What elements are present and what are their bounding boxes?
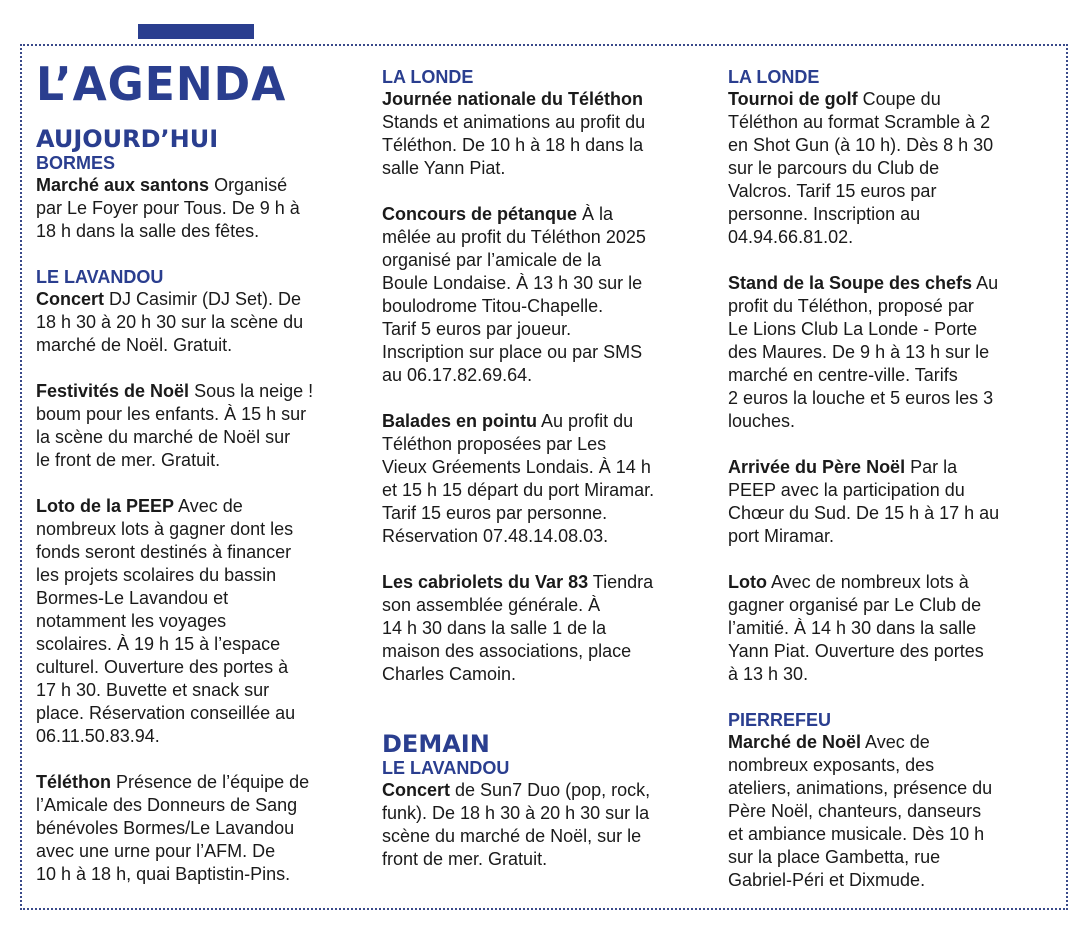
- agenda-entry: [728, 456, 1058, 548]
- town-heading: LA LONDE: [382, 67, 474, 87]
- entry-text: Avec de nombreux lots à gagner organisé par Le Club de l’amitié. À 14 h 30 dans la salle Yann Piat. Ouverture des portes à 13 h 30.: [728, 572, 984, 684]
- entry-title: Journée nationale du Téléthon: [382, 89, 644, 109]
- header-accent-bar: [138, 24, 254, 39]
- agenda-column-1: [36, 57, 366, 909]
- column-2-blocks: [382, 66, 712, 686]
- entry-title: Loto: [728, 572, 767, 592]
- agenda-entry: [36, 288, 366, 357]
- entry-title: Arrivée du Père Noël: [728, 457, 906, 477]
- town-heading: BORMES: [36, 153, 116, 173]
- entry-title: Loto de la PEEP: [36, 496, 175, 516]
- section-tomorrow: DEMAIN: [382, 730, 490, 758]
- entry-text: Avec de nombreux exposants, des ateliers, animations, présence du Père Noël, chanteurs, danseurs et ambiance musicale. Dès 10 h sur la place Gambetta, rue Gabriel-Péri et Dixmude.: [728, 732, 993, 890]
- entry-text: Stands et animations au profit du Téléthon. De 10 h à 18 h dans la salle Yann Piat.: [382, 112, 646, 178]
- agenda-entry: [36, 771, 366, 886]
- entry-text: de Sun7 Duo (pop, rock, funk). De 18 h 30 à 20 h 30 sur la scène du marché de Noël, sur le front de mer. Gratuit.: [382, 780, 651, 869]
- entry-title: Marché aux santons: [36, 175, 210, 195]
- entry-title: Les cabriolets du Var 83: [382, 572, 589, 592]
- agenda-entry: [728, 272, 1058, 433]
- town-heading: LE LAVANDOU: [382, 758, 510, 778]
- agenda-column-3: [728, 66, 1058, 915]
- entry-title: Concert: [382, 780, 451, 800]
- entry-text: À la mêlée au profit du Téléthon 2025 organisé par l’amicale de la Boule Londaise. À 13 h 30 sur le boulodrome Titou-Chapelle. Tarif 5 euros par joueur. Inscription sur place ou par SMS au 06.17.82.69.64.: [382, 204, 646, 385]
- agenda-entry: [382, 203, 712, 387]
- entry-text: Coupe du Téléthon au format Scramble à 2 en Shot Gun (à 10 h). Dès 8 h 30 sur le parcours du Club de Valcros. Tarif 15 euros par personne. Inscription au 04.94.66.81.02.: [728, 89, 994, 247]
- column-3-blocks: [728, 66, 1058, 892]
- entry-text: Tiendra son assemblée générale. À 14 h 30 dans la salle 1 de la maison des associations, place Charles Camoin.: [382, 572, 654, 684]
- town-heading: PIERREFEU: [728, 710, 832, 730]
- agenda-column-2: [382, 66, 712, 894]
- town-heading: LA LONDE: [728, 67, 820, 87]
- entry-text: Organisé par Le Foyer pour Tous. De 9 h à 18 h dans la salle des fêtes.: [36, 175, 300, 241]
- entry-title: Téléthon: [36, 772, 111, 792]
- entry-text: Par la PEEP avec la participation du Chœur du Sud. De 15 h à 17 h au port Miramar.: [728, 457, 1000, 546]
- entry-text: DJ Casimir (DJ Set). De 18 h 30 à 20 h 30 sur la scène du marché de Noël. Gratuit.: [36, 289, 304, 355]
- entry-title: Tournoi de golf: [728, 89, 858, 109]
- agenda-entry: [382, 410, 712, 548]
- column-1-blocks: [36, 152, 366, 886]
- entry-text: Avec de nombreux lots à gagner dont les fonds seront destinés à financer les projets scolaires du bassin Bormes-Le Lavandou et notamment les voyages scolaires. À 19 h 15 à l’espace culturel. Ouverture des portes à 17 h 30. Buvette et snack sur place. Réservation conseillée au 06.11.50.83.94.: [36, 496, 296, 746]
- entry-title: Festivités de Noël: [36, 381, 190, 401]
- entry-title: Concours de pétanque: [382, 204, 578, 224]
- entry-title: Marché de Noël: [728, 732, 862, 752]
- agenda-entry: [382, 88, 712, 180]
- agenda-entry: [36, 380, 366, 472]
- entry-text: Au profit du Téléthon, proposé par Le Lions Club La Londe - Porte des Maures. De 9 h à 13 h sur le marché en centre-ville. Tarifs 2 euros la louche et 5 euros les 3 louches.: [728, 273, 999, 431]
- agenda-entry: [382, 779, 712, 871]
- agenda-entry: [36, 495, 366, 748]
- agenda-entry: [728, 571, 1058, 686]
- agenda-entry: [36, 174, 366, 243]
- masthead-title: L’AGENDA: [36, 57, 287, 112]
- agenda-entry: [728, 731, 1058, 892]
- entry-text: Sous la neige ! boum pour les enfants. À 15 h sur la scène du marché de Noël sur le front de mer. Gratuit.: [36, 381, 314, 470]
- entry-title: Concert: [36, 289, 105, 309]
- entry-title: Balades en pointu: [382, 411, 538, 431]
- town-heading: LE LAVANDOU: [36, 267, 164, 287]
- entry-title: Stand de la Soupe des chefs: [728, 273, 973, 293]
- tomorrow-block: [382, 757, 712, 871]
- section-today: AUJOURD’HUI: [36, 125, 219, 153]
- agenda-entry: [728, 88, 1058, 249]
- agenda-entry: [382, 571, 712, 686]
- entry-text: Présence de l’équipe de l’Amicale des Donneurs de Sang bénévoles Bormes/Le Lavandou avec une urne pour l’AFM. De 10 h à 18 h, quai Baptistin-Pins.: [36, 772, 310, 884]
- entry-text: Au profit du Téléthon proposées par Les Vieux Gréements Londais. À 14 h et 15 h 15 départ du port Miramar. Tarif 15 euros par personne. Réservation 07.48.14.08.03.: [382, 411, 655, 546]
